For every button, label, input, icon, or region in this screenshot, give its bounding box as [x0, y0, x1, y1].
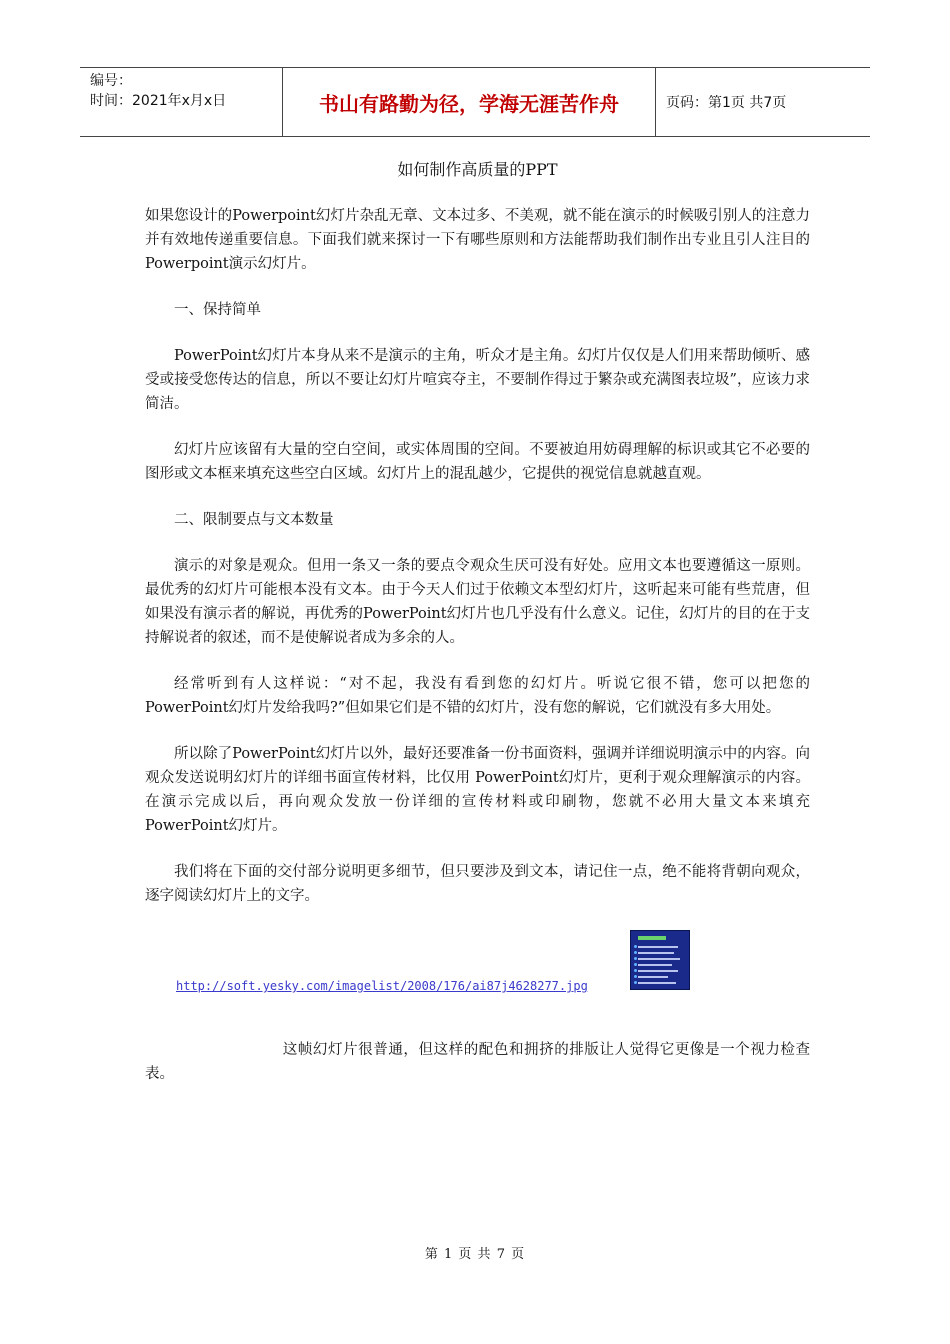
image-caption: 这帧幻灯片很普通，但这样的配色和拥挤的排版让人觉得它更像是一个视力检查表。 — [145, 1042, 810, 1082]
thumbnail-text-line — [638, 946, 678, 948]
thumbnail-bullet — [634, 969, 637, 972]
section2-paragraph-4: 我们将在下面的交付部分说明更多细节，但只要涉及到文本，请记住一点，绝不能将背朝向观众，逐字阅读幻灯片上的文字。 — [145, 864, 810, 904]
thumbnail-bullet — [634, 957, 637, 960]
section2-heading: 二、限制要点与文本数量 — [174, 512, 334, 528]
number-label: 编号： — [90, 73, 132, 89]
thumbnail-bullet — [634, 981, 637, 984]
section1-paragraph-2: 幻灯片应该留有大量的空白空间，或实体周围的空间。不要被迫用妨碍理解的标识或其它不必要的图形或文本框来填充这些空白区域。幻灯片上的混乱越少，它提供的视觉信息就越直观。 — [145, 442, 810, 482]
thumbnail-title-bar — [638, 936, 666, 940]
thumbnail-text-line — [638, 964, 672, 966]
thumbnail-text-line — [638, 958, 680, 960]
header-page-info: 页码：第1页 共7页 — [666, 95, 787, 111]
thumbnail-text-line — [638, 970, 678, 972]
thumbnail-bullet — [634, 963, 637, 966]
time-label: 时间：2021年x月x日 — [90, 93, 227, 109]
section1-heading: 一、保持简单 — [174, 302, 261, 318]
header-meta — [80, 68, 282, 136]
image-link[interactable]: http://soft.yesky.com/imagelist/2008/176/ai87j4628277.jpg — [176, 979, 588, 993]
thumbnail-bullet — [634, 975, 637, 978]
thumbnail-bullet — [634, 945, 637, 948]
section2-paragraph-2: 经常听到有人这样说：“对不起，我没有看到您的幻灯片。听说它很不错，您可以把您的PowerPoint幻灯片发给我吗?”但如果它们是不错的幻灯片，没有您的解说，它们就没有多大用处。 — [145, 676, 810, 716]
document-title: 如何制作高质量的PPT — [397, 160, 558, 179]
thumbnail-text-line — [638, 982, 676, 984]
page-footer: 第 1 页 共 7 页 — [424, 1247, 526, 1262]
intro-paragraph: 如果您设计的Powerpoint幻灯片杂乱无章、文本过多、不美观，就不能在演示的时候吸引别人的注意力并有效地传递重要信息。下面我们就来探讨一下有哪些原则和方法能帮助我们制作出专业且引人注目的Powerpoint演示幻灯片。 — [145, 208, 810, 272]
page-header — [80, 67, 870, 137]
section2-paragraph-1: 演示的对象是观众。但用一条又一条的要点令观众生厌可没有好处。应用文本也要遵循这一原则。最优秀的幻灯片可能根本没有文本。由于今天人们过于依赖文本型幻灯片，这听起来可能有些荒唐，但如果没有演示者的解说，再优秀的PowerPoint幻灯片也几乎没有什么意义。记住，幻灯片的目的在于支持解说者的叙述，而不是使解说者成为多余的人。 — [145, 558, 810, 646]
header-motto: 书山有路勤为径，学海无涯苦作舟 — [282, 68, 656, 136]
thumbnail-text-line — [638, 952, 674, 954]
document-body — [145, 158, 810, 1108]
thumbnail-bullet — [634, 951, 637, 954]
section2-paragraph-3: 所以除了PowerPoint幻灯片以外，最好还要准备一份书面资料，强调并详细说明演示中的内容。向观众发送说明幻灯片的详细书面宣传材料，比仅用 PowerPoint幻灯片，更利于观众理解演示的内容。在演示完成以后，再向观众发放一份详细的宣传材料或印刷物，您就不必用大量文本来填充 PowerPoint幻灯片。 — [145, 746, 810, 834]
section1-paragraph-1: PowerPoint幻灯片本身从来不是演示的主角，听众才是主角。幻灯片仅仅是人们用来帮助倾听、感受或接受您传达的信息，所以不要让幻灯片喧宾夺主，不要制作得过于繁杂或充满图表垃圾”，应该力求简洁。 — [145, 348, 810, 412]
image-row — [145, 930, 810, 994]
thumbnail-text-line — [638, 976, 668, 978]
slide-thumbnail-image[interactable] — [630, 930, 690, 990]
